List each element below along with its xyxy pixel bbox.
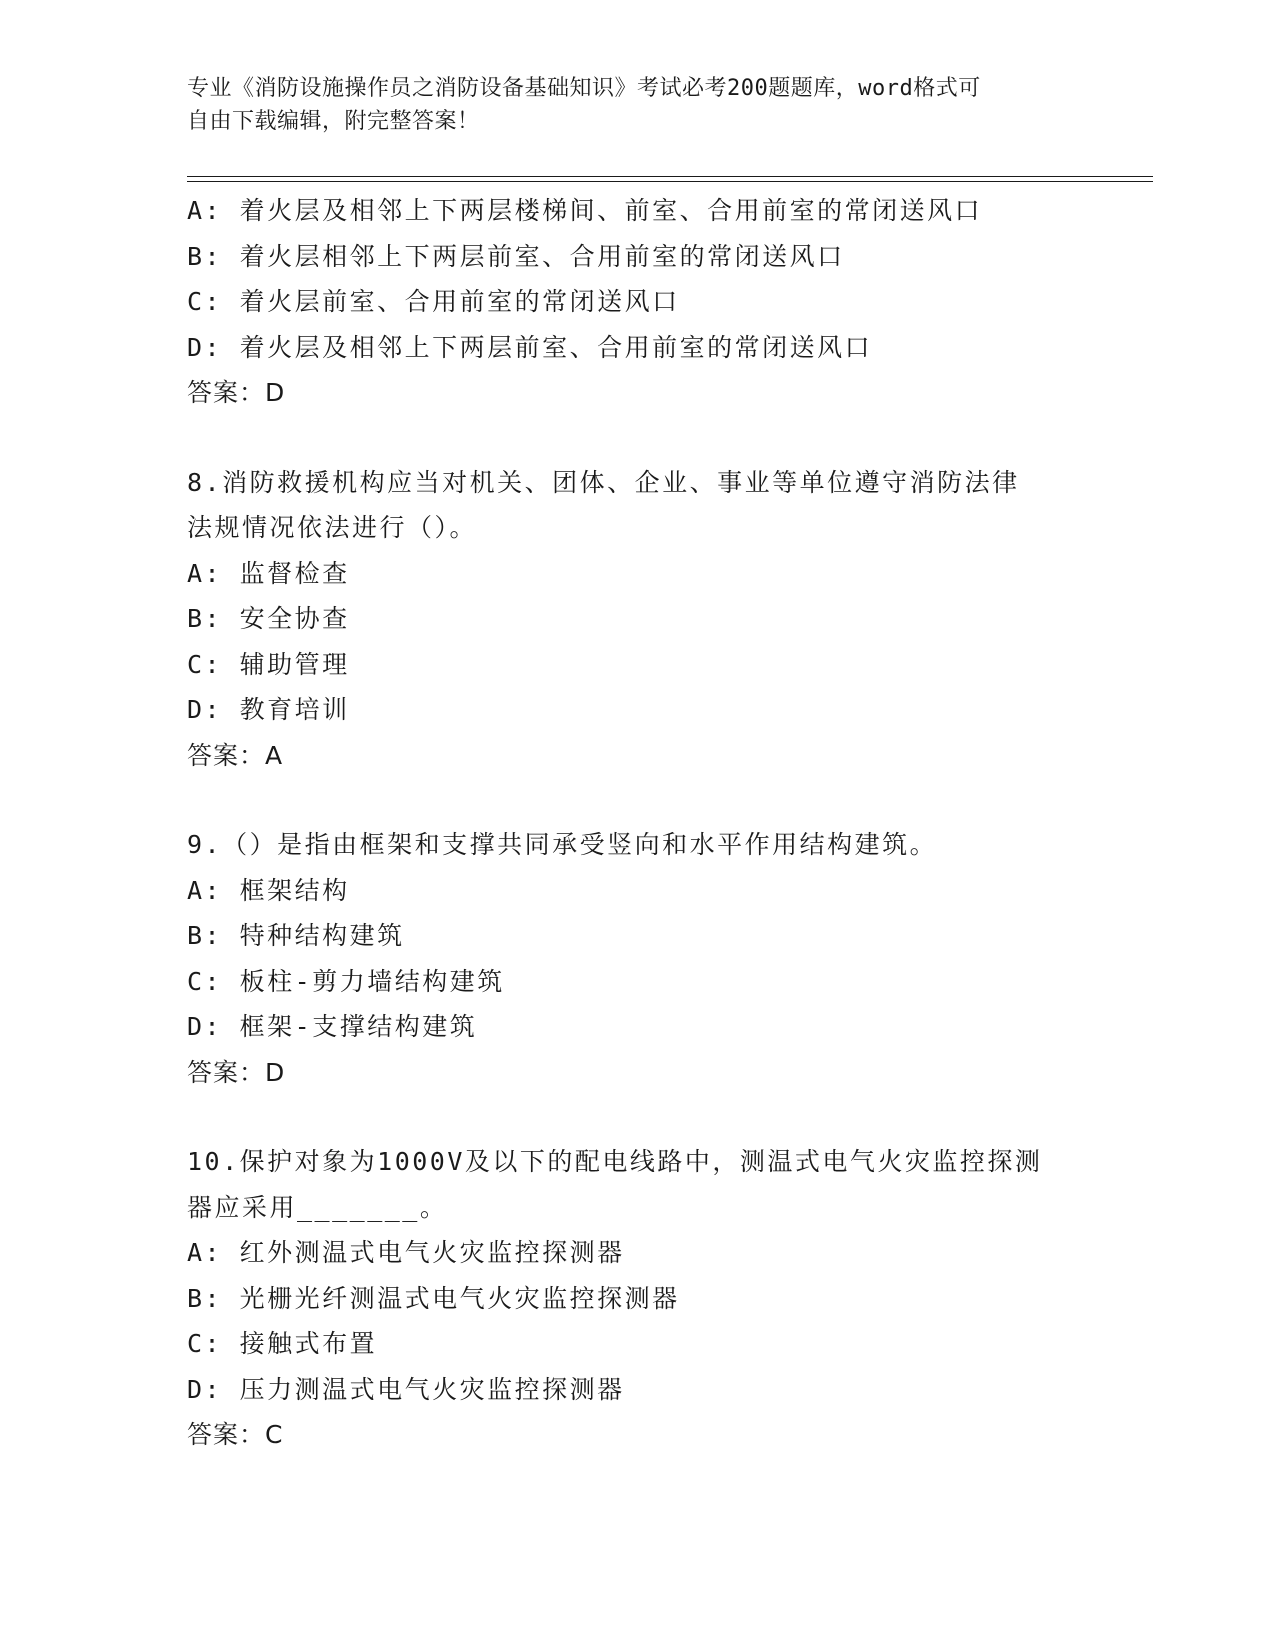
- option-d: D: 框架-支撑结构建筑: [187, 1012, 478, 1041]
- document-header: [187, 72, 1067, 138]
- option-c: C: 板柱-剪力墙结构建筑: [187, 966, 505, 996]
- spacer: [187, 1095, 1087, 1139]
- answer-line: 答案：D: [187, 378, 286, 407]
- option-a: A: 框架结构: [187, 875, 350, 905]
- answer-line: 答案：A: [187, 740, 284, 770]
- header-divider-bottom: [187, 181, 1153, 182]
- question-7-continued: [187, 188, 1087, 416]
- option-b: B: 安全协查: [187, 604, 350, 633]
- option-a: A: 监督检查: [187, 558, 350, 588]
- header-divider-top: [187, 176, 1153, 177]
- header-line-2: 自由下载编辑，附完整答案！: [187, 109, 480, 134]
- answer-line: 答案：D: [187, 1057, 286, 1087]
- option-a: A: 着火层及相邻上下两层楼梯间、前室、合用前室的常闭送风口: [187, 196, 983, 225]
- option-c: C: 接触式布置: [187, 1329, 378, 1358]
- question-text: 器应采用_______。: [187, 1192, 448, 1222]
- option-b: B: 着火层相邻上下两层前室、合用前室的常闭送风口: [187, 241, 845, 271]
- option-b: B: 特种结构建筑: [187, 921, 405, 950]
- option-d: D: 教育培训: [187, 695, 350, 724]
- answer-line: 答案：C: [187, 1420, 284, 1449]
- option-b: B: 光栅光纤测温式电气火灾监控探测器: [187, 1283, 680, 1313]
- question-10: [187, 1139, 1087, 1458]
- question-8: [187, 460, 1087, 779]
- question-text: 法规情况依法进行（）。: [187, 513, 478, 542]
- spacer: [187, 416, 1087, 460]
- header-line-1: 专业《消防设施操作员之消防设备基础知识》考试必考200题题库，word格式可: [187, 76, 981, 101]
- option-c: C: 辅助管理: [187, 649, 350, 679]
- question-text: 8.消防救援机构应当对机关、团体、企业、事业等单位遵守消防法律: [187, 467, 1020, 497]
- spacer: [187, 778, 1087, 822]
- question-list: [187, 188, 1087, 1458]
- question-9: [187, 822, 1087, 1095]
- option-d: D: 着火层及相邻上下两层前室、合用前室的常闭送风口: [187, 332, 873, 362]
- question-text: 10.保护对象为1000V及以下的配电线路中，测温式电气火灾监控探测: [187, 1147, 1043, 1176]
- question-text: 9.（）是指由框架和支撑共同承受竖向和水平作用结构建筑。: [187, 830, 938, 859]
- option-c: C: 着火层前室、合用前室的常闭送风口: [187, 287, 680, 316]
- option-a: A: 红外测温式电气火灾监控探测器: [187, 1238, 625, 1267]
- option-d: D: 压力测温式电气火灾监控探测器: [187, 1374, 625, 1404]
